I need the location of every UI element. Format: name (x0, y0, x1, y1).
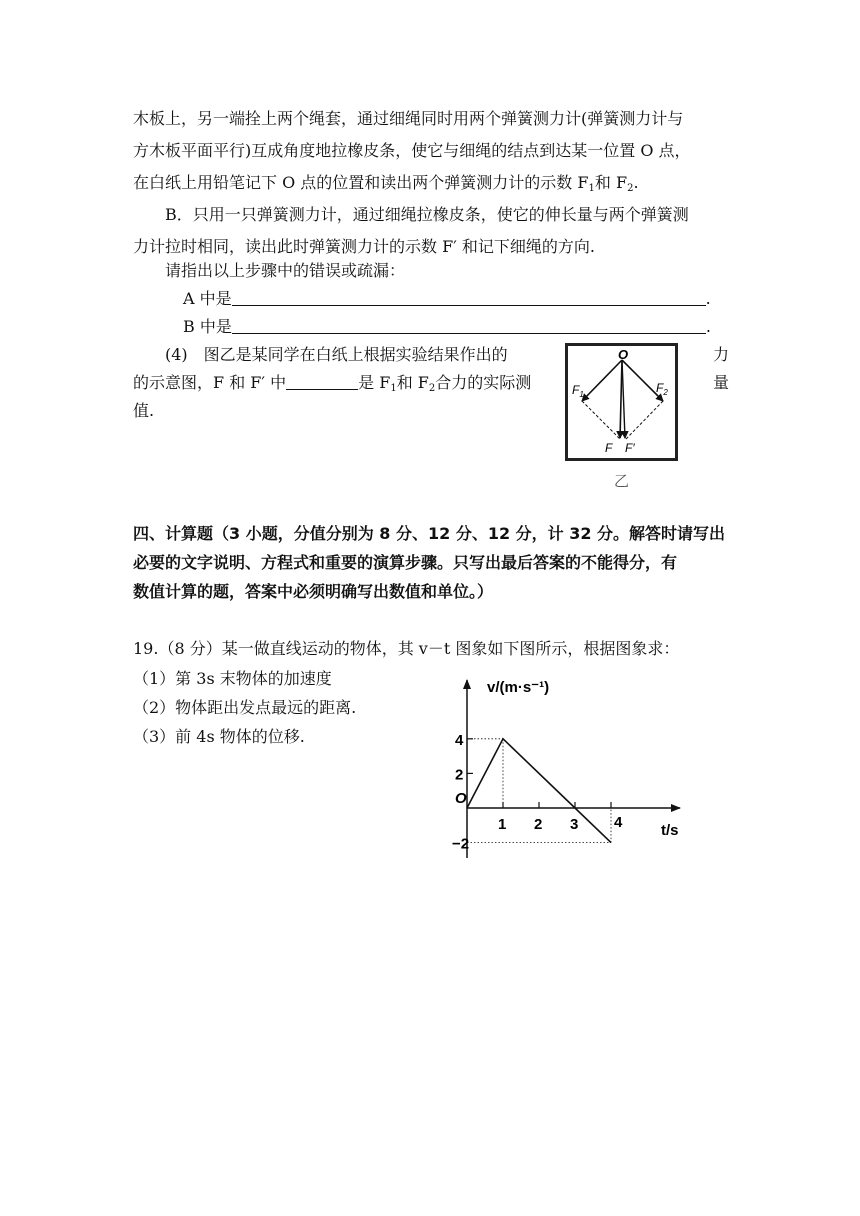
q19-sub3: （3）前 4s 物体的位移. (133, 727, 305, 746)
item4-line2-text: 的示意图，F 和 F′ 中 (133, 373, 287, 392)
answer-a-label: A 中是 (183, 289, 232, 308)
x-tick-label: 3 (570, 816, 579, 833)
item4-blank[interactable] (286, 373, 358, 390)
section4-line1: 四、计算题（3 小题，分值分别为 8 分、12 分、12 分，计 32 分。解答时请写出 (133, 524, 726, 543)
x-tick-label: 1 (498, 816, 507, 833)
answer-b-label: B 中是 (183, 317, 232, 336)
vt-graph (452, 672, 695, 864)
x-axis-label: t/s (661, 822, 679, 839)
q19-sub1: （1）第 3s 末物体的加速度 (133, 669, 332, 688)
origin-label: O (455, 790, 467, 807)
dashed-side-left (582, 401, 620, 439)
answer-a-period: . (705, 289, 711, 308)
prompt-text: 请指出以上步骤中的错误或疏漏： (165, 261, 406, 280)
figure-caption: 乙 (614, 472, 630, 490)
item4-line1-end: 力 (713, 345, 730, 364)
q19-sub2: （2）物体距出发点最远的距离. (133, 698, 357, 717)
y-tick-label: 4 (455, 731, 464, 749)
paragraph-b-line2: 力计拉时相同，读出此时弹簧测力计的示数 F′ 和记下细绳的方向. (133, 237, 595, 256)
x-tick-label: 2 (534, 816, 543, 833)
answer-b-period: . (705, 317, 711, 336)
paragraph-a-line1: 木板上，另一端拴上两个绳套，通过细绳同时用两个弹簧测力计(弹簧测力计与 (133, 109, 684, 128)
item4-line2-mid2: 和 F (396, 373, 429, 392)
paragraph-a-line3-end: . (633, 173, 639, 192)
paragraph-a-line2: 方木板平面平行)互成角度地拉橡皮条，使它与细绳的结点到达某一位置 O 点， (133, 141, 691, 160)
section4-line3: 数值计算的题，答案中必须明确写出数值和单位。） (133, 582, 494, 601)
label-f2: $F_2$ (656, 381, 668, 397)
item4-line1: (4) 图乙是某同学在白纸上根据实验结果作出的 (165, 345, 508, 364)
y-tick-label: 2 (455, 766, 464, 784)
subscript-2: 2 (627, 183, 634, 194)
f-arrow (620, 360, 622, 438)
answer-b-row (183, 316, 711, 338)
subscript-2: 2 (428, 383, 436, 394)
subscript-1: 1 (588, 183, 595, 194)
force-diagram-figure (565, 343, 678, 461)
label-o: O (618, 347, 629, 362)
item4-line2-post: 合力的实际测 (435, 373, 532, 392)
f1-arrow (582, 360, 622, 401)
label-f-prime: F′ (625, 441, 635, 455)
dashed-side-right (626, 401, 663, 439)
paragraph-b-line1: B．只用一只弹簧测力计，通过细绳拉橡皮条，使它的伸长量与两个弹簧测 (165, 205, 689, 224)
label-f: F (605, 441, 613, 455)
item4-line2-end: 量 (713, 373, 730, 392)
force-diagram-svg (568, 346, 675, 458)
paragraph-a-line3-mid: 和 F (594, 173, 628, 192)
answer-a-row (183, 288, 711, 310)
item4-line2 (133, 372, 531, 400)
x-tick-group (498, 802, 623, 833)
f-prime-arrow (622, 360, 625, 438)
y-tick-label: −2 (452, 835, 470, 853)
item4-line2-mid: 是 F (358, 373, 391, 392)
subscript-1: 1 (390, 383, 397, 394)
answer-a-blank[interactable] (232, 289, 706, 306)
paragraph-a-line3 (133, 172, 639, 200)
paragraph-a-line3-text: 在白纸上用铅笔记下 O 点的位置和读出两个弹簧测力计的示数 F (133, 173, 589, 192)
y-axis-label: v/(m·s⁻¹) (487, 679, 550, 696)
q19-stem: 19.（8 分）某一做直线运动的物体，其 v－t 图象如下图所示，根据图象求： (133, 639, 680, 658)
section4-line2: 必要的文字说明、方程式和重要的演算步骤。只写出最后答案的不能得分，有 (133, 553, 678, 572)
answer-b-blank[interactable] (232, 317, 706, 334)
label-f1: $F_1$ (572, 383, 584, 399)
x-tick-label: 4 (614, 814, 623, 831)
item4-line3: 值. (133, 401, 155, 420)
